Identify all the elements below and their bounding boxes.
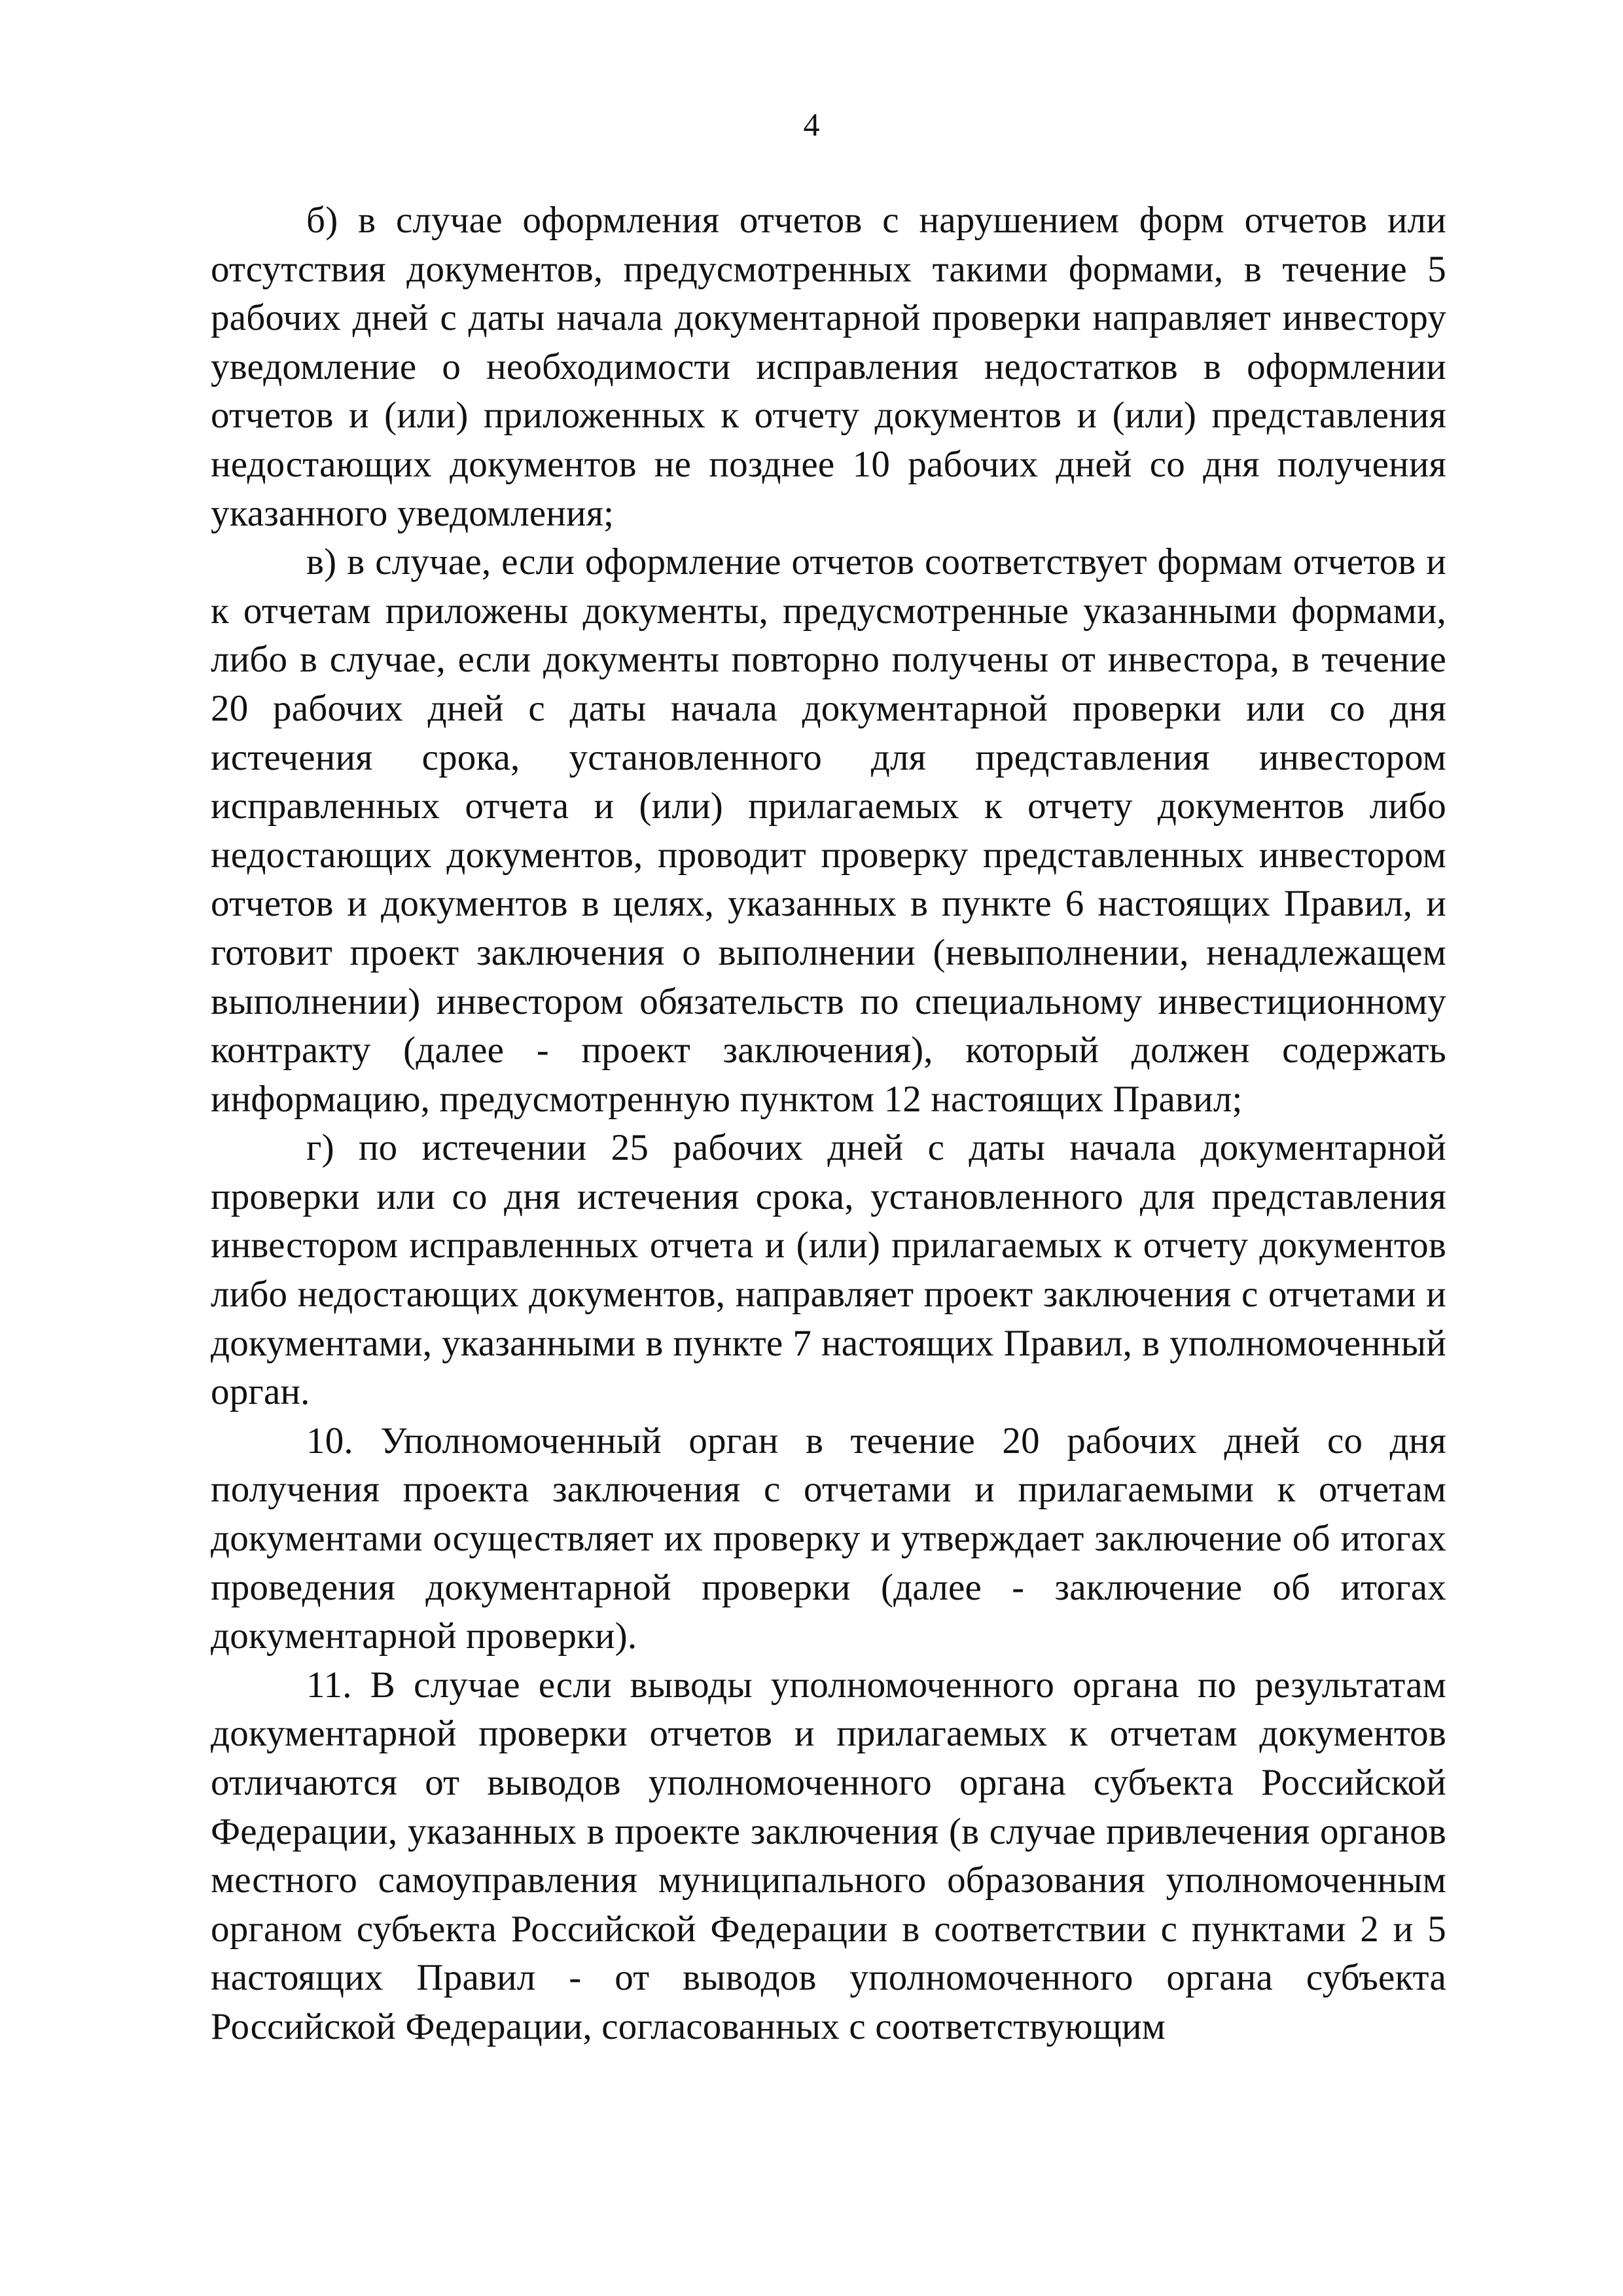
paragraph-b: б) в случае оформления отчетов с нарушением форм отчетов или отсутствия документов, предусмотренных такими формами, в течение 5 рабочих дней с даты начала документарной проверки направляет инвестору уведомление о необходимости исправления недостатков в оформлении отчетов и (или) приложенных к отчету документов и (или) представления недостающих документов не позднее 10 рабочих дней со дня получения указанного уведомления;	[211, 200, 1446, 534]
paragraph-10: 10. Уполномоченный орган в течение 20 рабочих дней со дня получения проекта заключения с отчетами и прилагаемыми к отчетам документами осуществляет их проверку и утверждает заключение об итогах проведения документарной проверки (далее - заключение об итогах документарной проверки).	[211, 1420, 1446, 1657]
document-body	[211, 196, 1446, 2052]
page-number: 4	[803, 106, 820, 143]
paragraph-g: г) по истечении 25 рабочих дней с даты начала документарной проверки или со дня истечения срока, установленного для представления инвестором исправленных отчета и (или) прилагаемых к отчету документов либо недостающих документов, направляет проект заключения с отчетами и документами, указанными в пункте 7 настоящих Правил, в уполномоченный орган.	[211, 1127, 1446, 1413]
paragraph-v: в) в случае, если оформление отчетов соответствует формам отчетов и к отчетам приложены документы, предусмотренные указанными формами, либо в случае, если документы повторно получены от инвестора, в течение 20 рабочих дней с даты начала документарной проверки или со дня истечения срока, установленного для представления инвестором исправленных отчета и (или) прилагаемых к отчету документов либо недостающих документов, проводит проверку представленных инвестором отчетов и документов в целях, указанных в пункте 6 настоящих Правил, и готовит проект заключения о выполнении (невыполнении, ненадлежащем выполнении) инвестором обязательств по специальному инвестиционному контракту (далее - проект заключения), который должен содержать информацию, предусмотренную пунктом 12 настоящих Правил;	[211, 541, 1446, 1120]
paragraph-11: 11. В случае если выводы уполномоченного органа по результатам документарной проверки отчетов и прилагаемых к отчетам документов отличаются от выводов уполномоченного органа субъекта Российской Федерации, указанных в проекте заключения (в случае привлечения органов местного самоуправления муниципального образования уполномоченным органом субъекта Российской Федерации в соответствии с пунктами 2 и 5 настоящих Правил - от выводов уполномоченного органа субъекта Российской Федерации, согласованных с соответствующим	[211, 1664, 1446, 2047]
